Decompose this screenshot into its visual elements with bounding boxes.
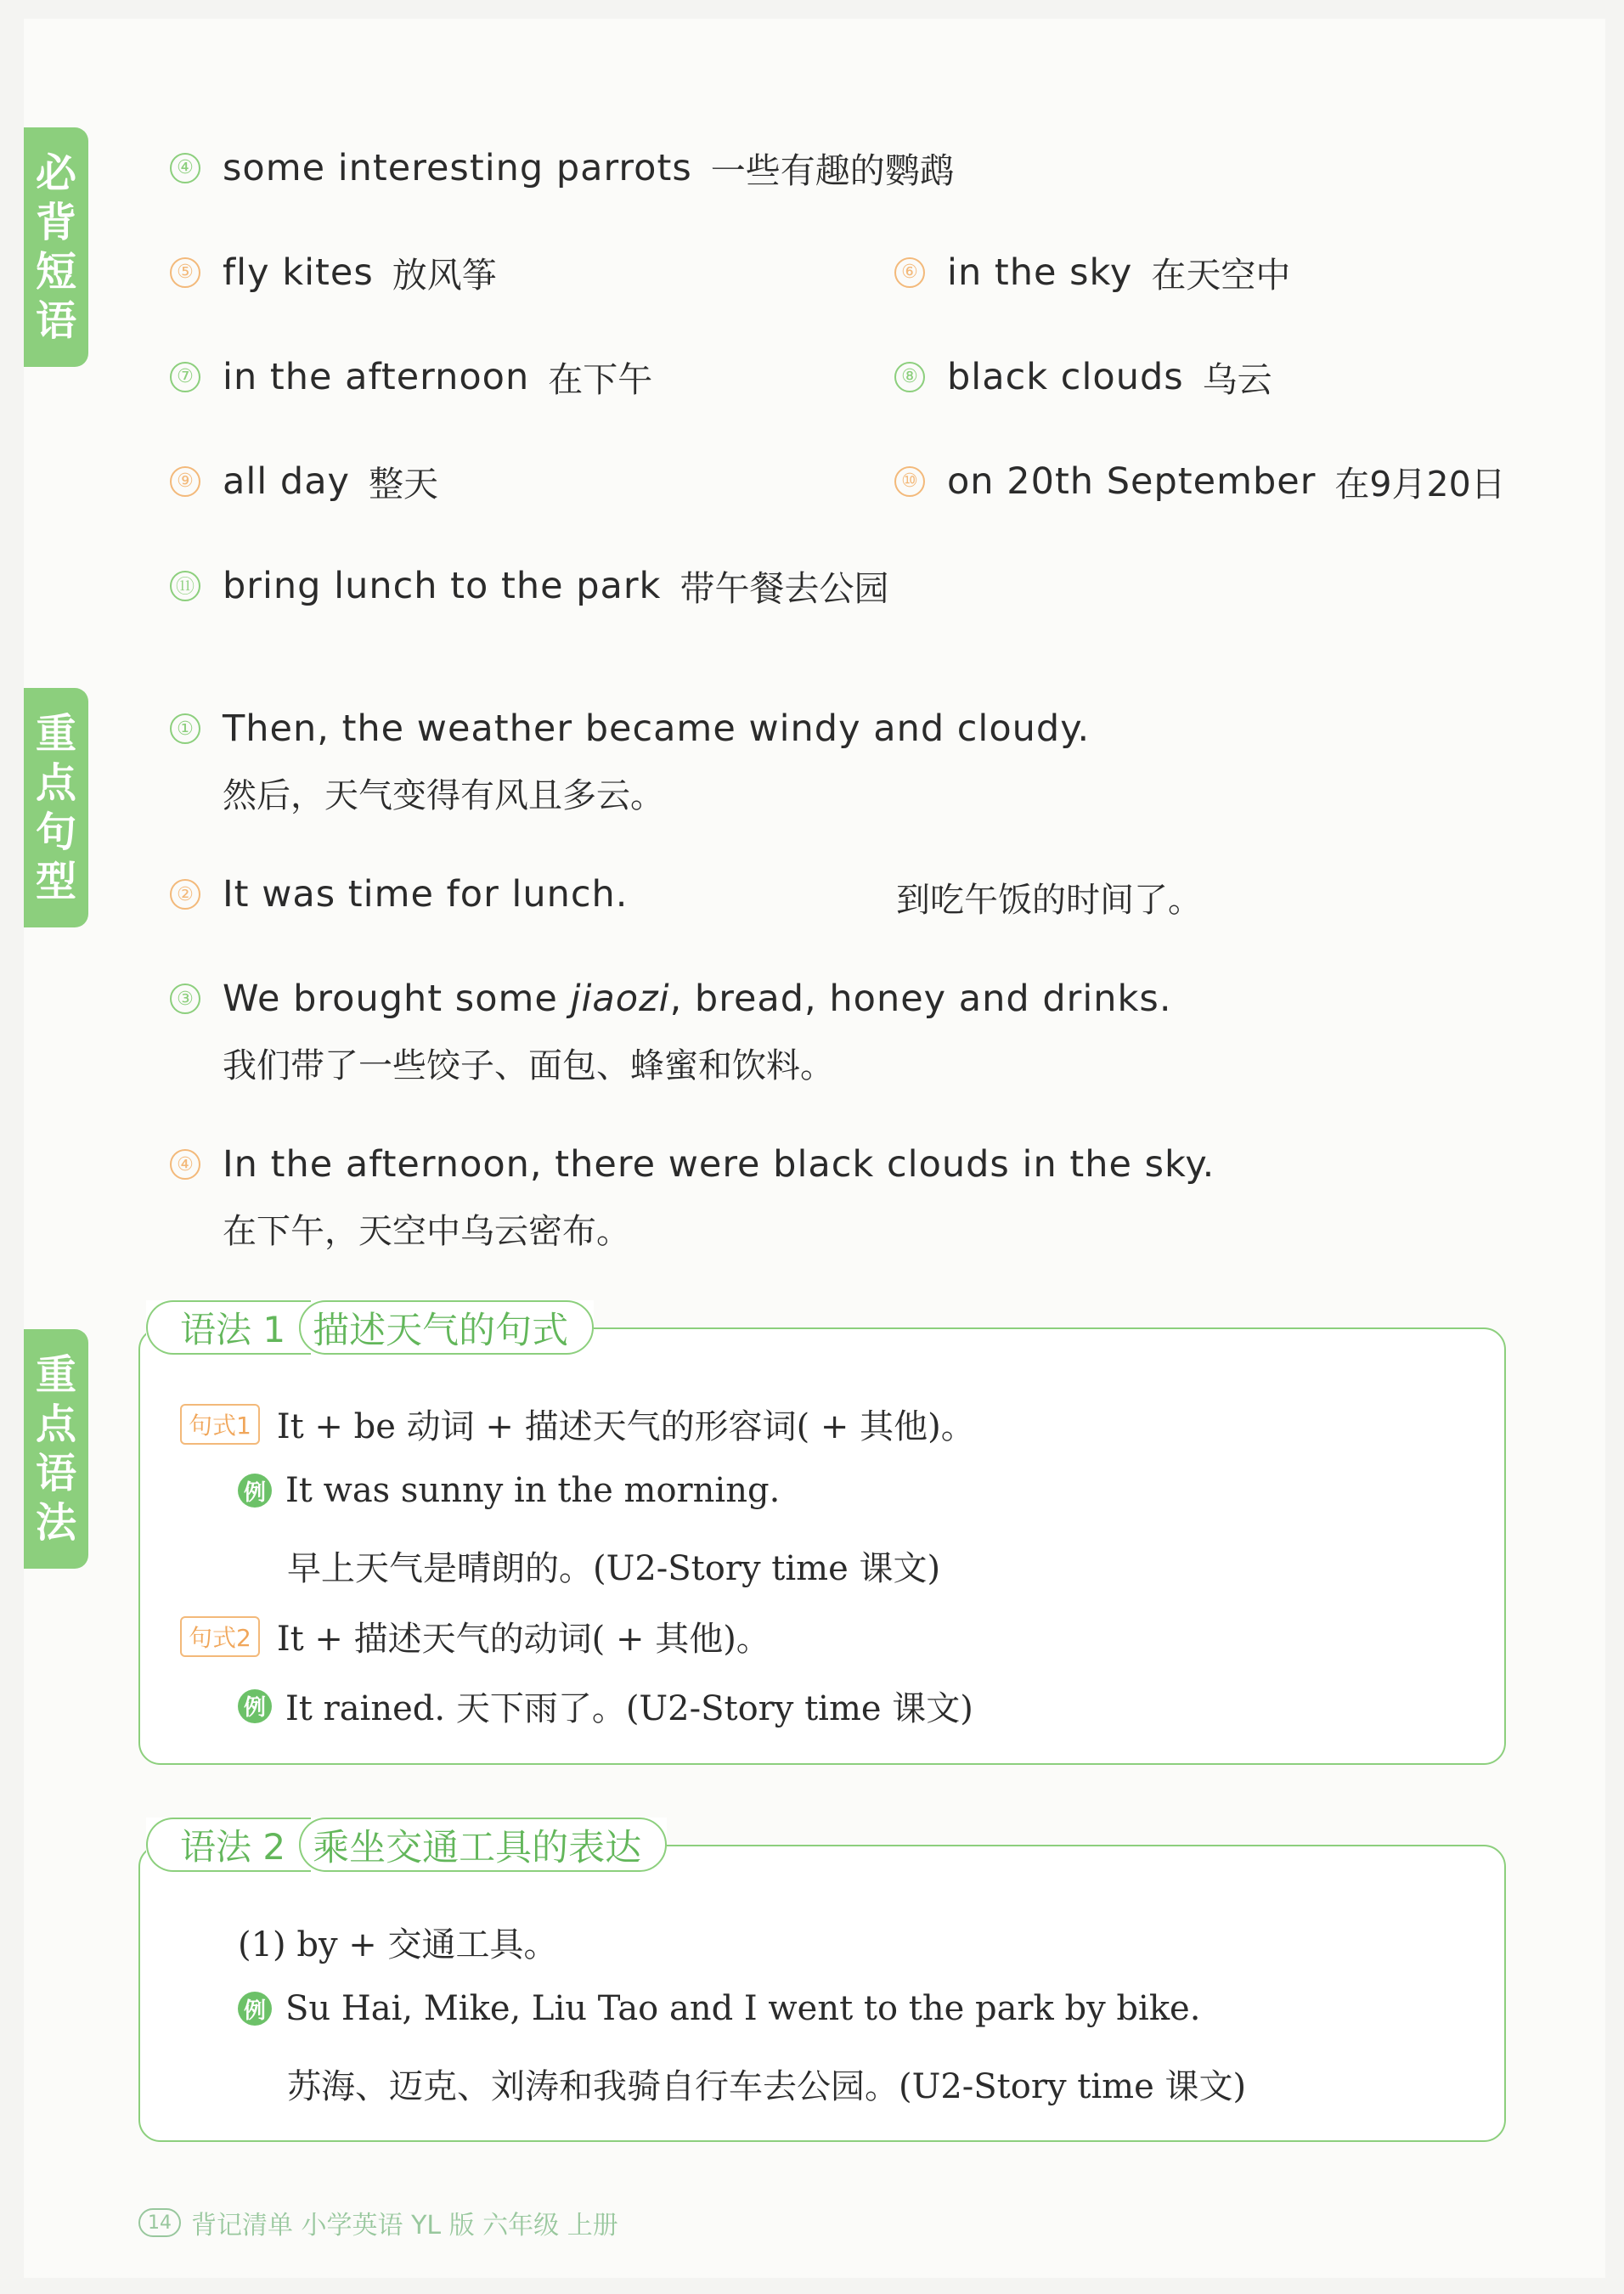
grammar-name: 乘坐交通工具的表达 [299,1818,667,1872]
side-tab-char: 重 [35,1351,76,1399]
phrase-item [894,456,1506,506]
item-number: ⑤ [170,257,200,288]
grammar-pattern [180,1400,975,1448]
side-tab-char: 点 [35,1401,76,1448]
example-en: It was sunny in the morning. [285,1471,781,1510]
item-number: ④ [170,1149,200,1180]
phrase-zh: 带午餐去公园 [679,568,889,609]
sentence-zh: 在下午，天空中乌云密布。 [223,1212,630,1251]
sentence-item [170,707,1090,750]
sentence-en-end: , bread, honey and drinks. [669,978,1172,1020]
side-tab-phrases [24,127,88,367]
phrase-zh: 在下午 [548,359,653,400]
phrase-en: bring lunch to the park [223,564,662,607]
phrase-en: black clouds [947,355,1184,398]
grammar-name: 描述天气的句式 [299,1300,594,1355]
grammar-example [238,1471,780,1510]
item-number: ② [170,879,200,910]
phrase-zh: 整天 [369,464,439,504]
grammar-title-1 [146,1300,594,1355]
grammar-title-2 [146,1818,667,1872]
phrase-zh: 在天空中 [1151,255,1291,296]
sentence-en: Then, the weather became windy and cloudy. [223,707,1091,750]
example-icon: 例 [238,1474,272,1508]
item-number: ⑦ [170,362,200,392]
pattern-text: It + be 动词 + 描述天气的形容词( + 其他)。 [276,1407,975,1446]
grammar-label: 语法 1 [146,1300,311,1355]
sentence-zh: 到吃午饭的时间了。 [896,881,1202,920]
item-number: ⑧ [894,362,925,392]
side-tab-char: 必 [35,149,76,197]
pattern-text: It + 描述天气的动词( + 其他)。 [276,1620,770,1659]
item-number: ⑩ [894,466,925,497]
grammar-label: 语法 2 [146,1818,311,1872]
item-number: ① [170,713,200,744]
side-tab-char: 型 [35,858,76,905]
grammar-example [238,1989,1200,2028]
sentence-item [170,978,1172,1020]
phrase-zh: 乌云 [1202,359,1272,400]
phrase-item [170,456,438,506]
pattern-tag: 句式2 [180,1616,260,1657]
sentence-zh: 然后，天气变得有风且多云。 [223,776,664,815]
side-tab-grammar [24,1329,88,1569]
example-en: Su Hai, Mike, Liu Tao and I went to the park by bike. [285,1989,1201,2028]
side-tab-char: 语 [35,297,76,345]
phrase-zh: 在9月20日 [1334,464,1506,504]
phrase-item [170,561,888,611]
phrase-item [170,143,955,193]
phrase-item [894,247,1290,297]
item-number: ③ [170,984,200,1014]
sentence-item [170,1143,1215,1186]
footer-text: 背记清单 小学英语 YL 版 六年级 上册 [191,2211,618,2240]
side-tab-char: 重 [35,710,76,758]
item-number: ⑪ [170,571,200,601]
example-zh: 早上天气是晴朗的。(U2-Story time 课文) [287,1549,941,1588]
phrase-item [170,247,497,297]
page-footer [138,2204,618,2241]
grammar-example [238,1682,973,1730]
sentence-en: In the afternoon, there were black clouds in the sky. [223,1143,1215,1186]
phrase-en: fly kites [223,251,374,294]
side-tab-char: 语 [35,1450,76,1497]
item-number: ⑨ [170,466,200,497]
item-number: ⑥ [894,257,925,288]
phrase-en: all day [223,459,351,503]
page-number: 14 [138,2208,181,2237]
example-icon: 例 [238,1992,272,2026]
side-tab-sentences [24,688,88,927]
phrase-en: in the sky [947,251,1133,294]
phrase-en: on 20th September [947,459,1317,503]
phrase-zh: 放风筝 [392,255,497,296]
example-zh: 苏海、迈克、刘涛和我骑自行车去公园。(U2-Story time 课文) [287,2067,1247,2106]
side-tab-char: 背 [35,199,76,246]
phrase-zh: 一些有趣的鹦鹉 [710,150,955,191]
side-tab-char: 短 [35,248,76,296]
item-number: ④ [170,153,200,183]
sentence-zh: 我们带了一些饺子、面包、蜂蜜和饮料。 [223,1046,834,1085]
sentence-en: It was time for lunch. [223,873,629,916]
pattern-tag: 句式1 [180,1404,260,1445]
side-tab-char: 句 [35,809,76,856]
example-text: It rained. 天下雨了。(U2-Story time 课文) [285,1689,973,1728]
sentence-en-italic: jiaozi [570,978,670,1020]
sentence-item [170,873,628,916]
phrase-en: some interesting parrots [223,146,692,189]
example-icon: 例 [238,1689,272,1723]
phrase-item [170,352,652,402]
grammar-pattern [180,1612,770,1660]
side-tab-char: 法 [35,1499,76,1547]
phrase-en: in the afternoon [223,355,530,398]
phrase-item [894,352,1272,402]
side-tab-char: 点 [35,759,76,807]
sentence-en-start: We brought some [223,978,571,1020]
grammar-rule: (1) by + 交通工具。 [238,1925,558,1964]
